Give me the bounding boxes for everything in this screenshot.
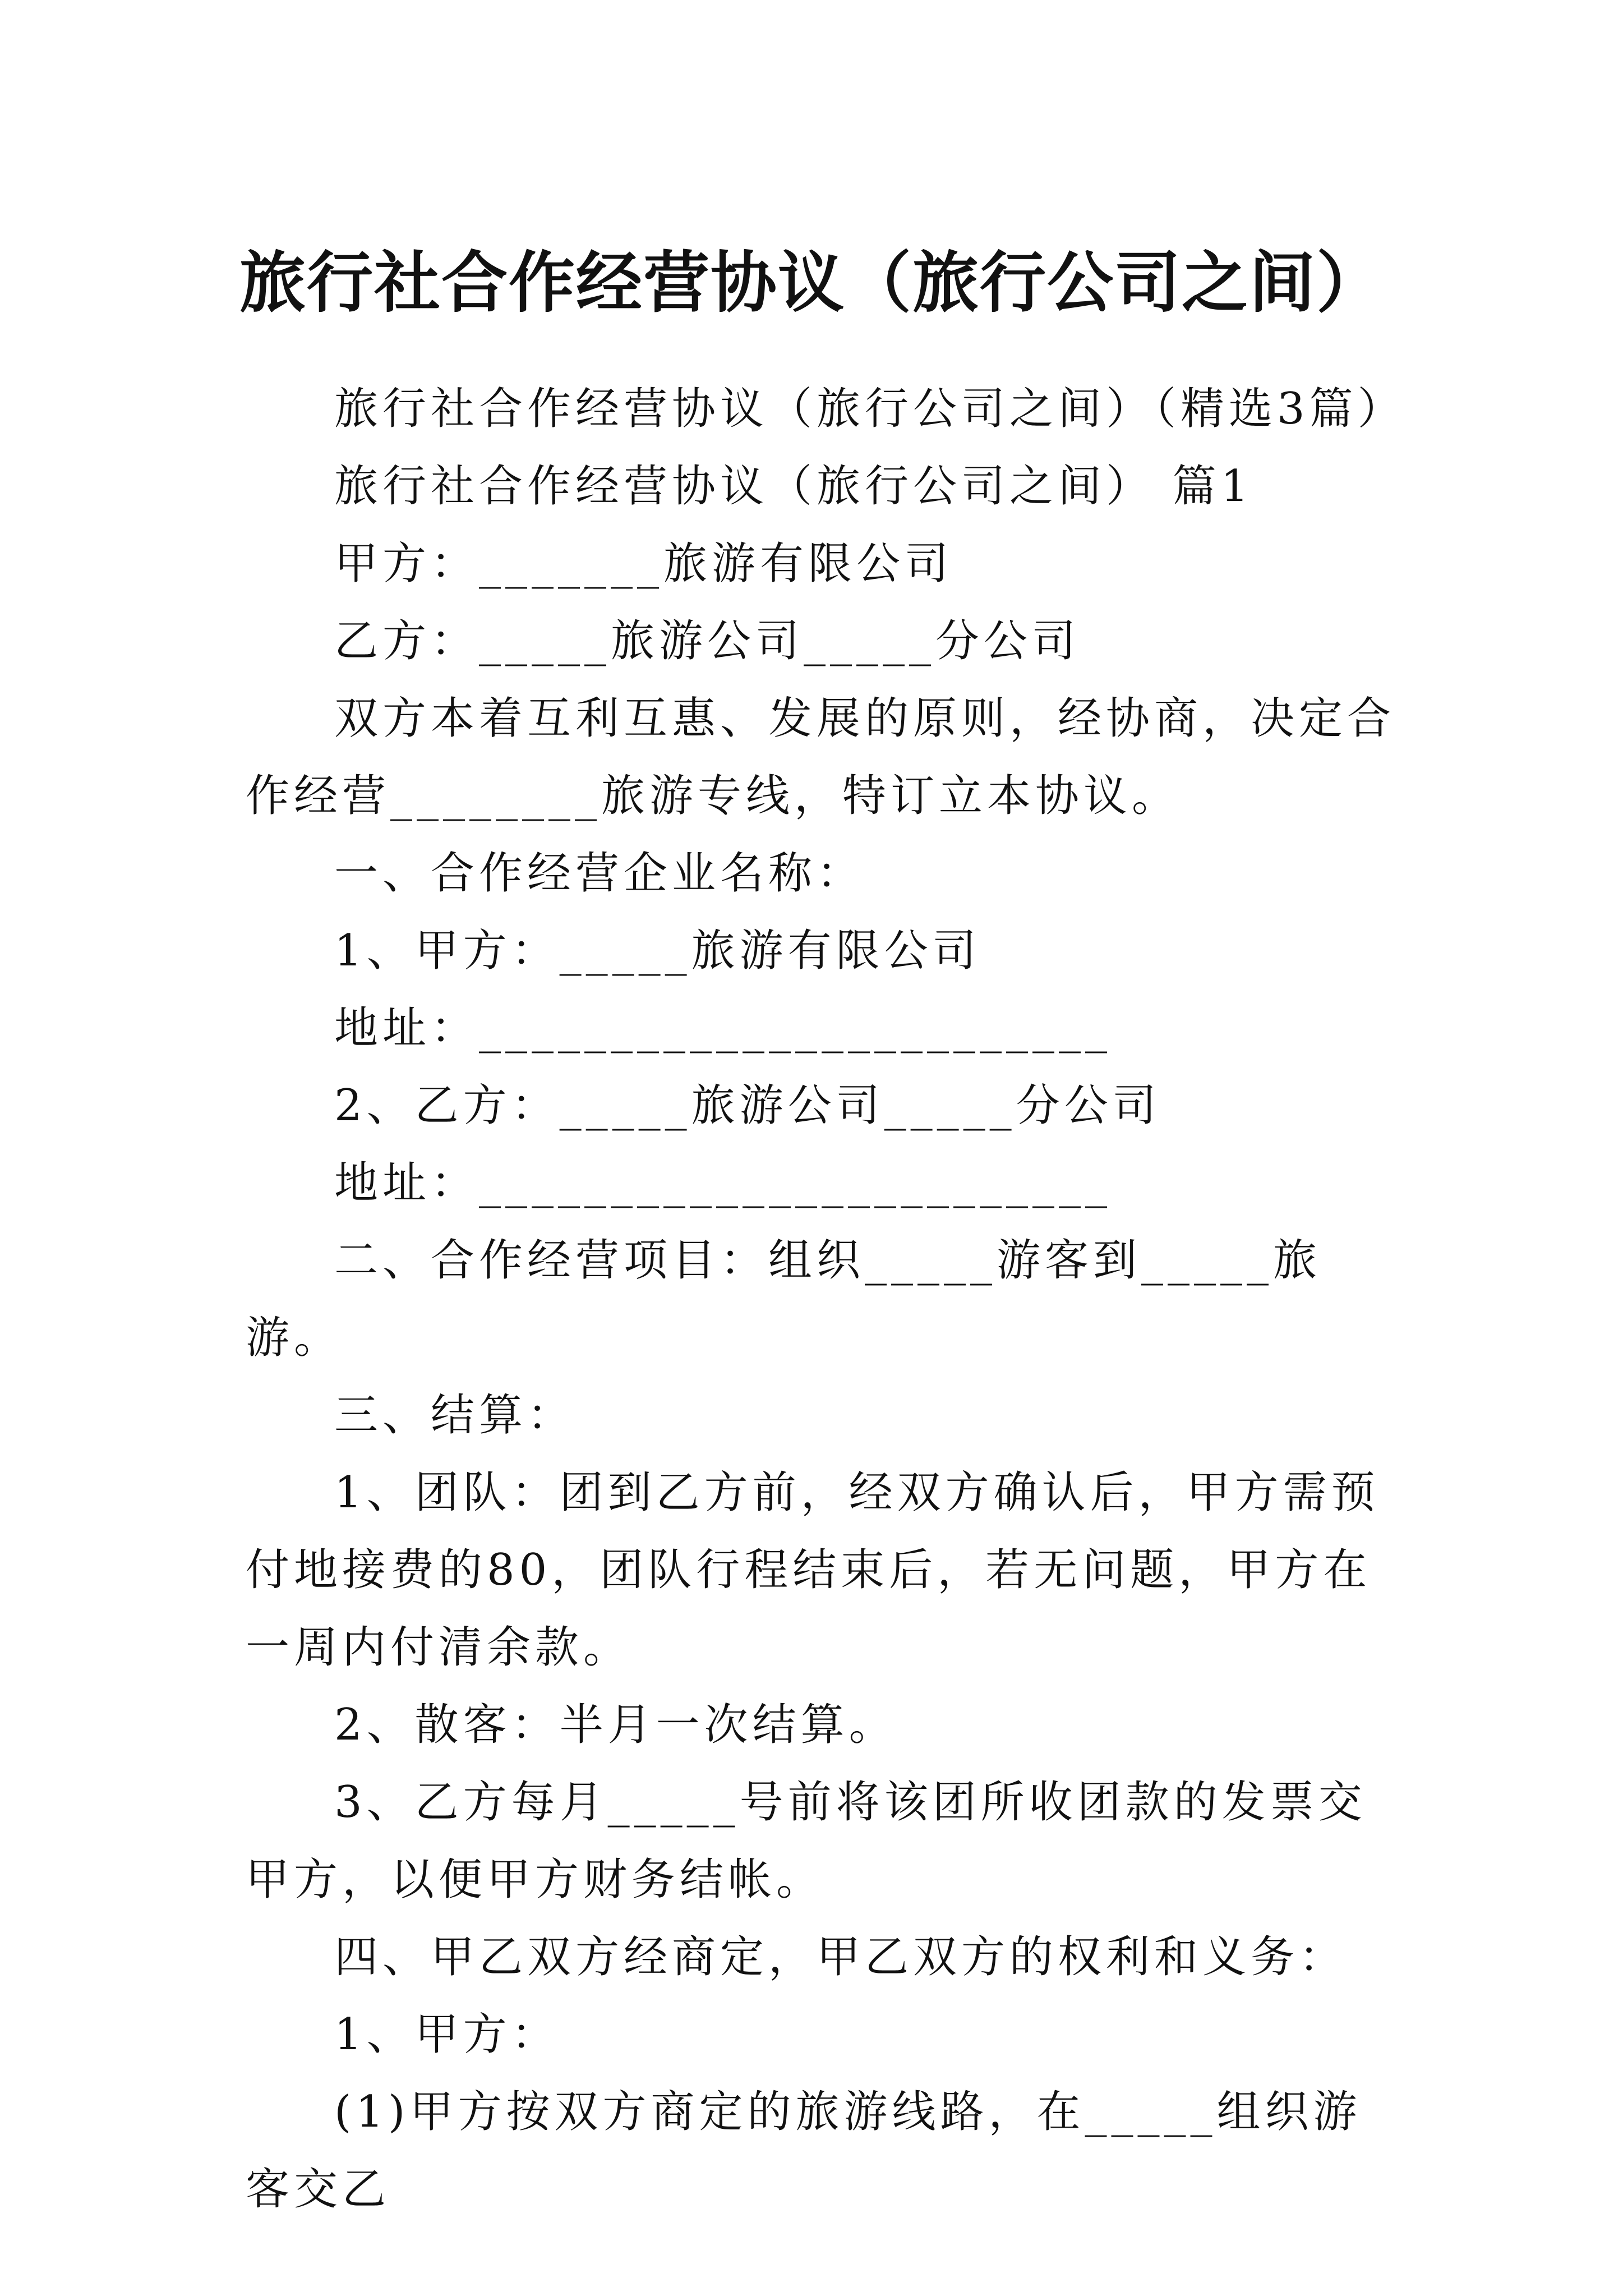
paragraph-party-a-address: 地址：________________________	[334, 1003, 1112, 1053]
section-heading-company-names: 一、合作经营企业名称：	[334, 848, 865, 899]
paragraph-article-heading: 旅行社合作经营协议（旅行公司之间） 篇1	[334, 461, 1253, 512]
paragraph-party-b: 乙方：_____旅游公司_____分公司	[334, 616, 1081, 666]
document-title: 旅行社合作经营协议（旅行公司之间）	[239, 243, 1384, 322]
paragraph-individual-settlement: 2、散客：半月一次结算。	[334, 1700, 897, 1750]
paragraph-purpose: 双方本着互利互惠、发展的原则，经协商，决定合作经营________旅游专线，特订立本协议。	[246, 693, 1396, 821]
paragraph-selection-note: 旅行社合作经营协议（旅行公司之间）（精选3篇）	[334, 384, 1406, 434]
paragraph-group-settlement: 1、团队：团到乙方前，经双方确认后，甲方需预付地接费的80，团队行程结束后，若无问题，甲方在一周内付清余款。	[246, 1467, 1380, 1673]
paragraph-party-a: 甲方：_______旅游有限公司	[334, 539, 953, 589]
paragraph-party-b-address: 地址：________________________	[334, 1158, 1112, 1208]
document-body	[246, 370, 1406, 2228]
paragraph-party-a-name: 1、甲方：_____旅游有限公司	[334, 926, 981, 976]
paragraph-party-a-obligations-heading: 1、甲方：	[334, 2009, 560, 2060]
section-heading-project: 二、合作经营项目：组织_____游客到_____旅游。	[246, 1235, 1322, 1363]
section-heading-settlement: 三、结算：	[334, 1390, 576, 1441]
paragraph-party-b-name: 2、乙方：_____旅游公司_____分公司	[334, 1080, 1161, 1131]
paragraph-invoice-settlement: 3、乙方每月_____号前将该团所收团款的发票交甲方，以便甲方财务结帐。	[246, 1777, 1367, 1905]
section-heading-rights-obligations: 四、甲乙双方经商定，甲乙双方的权利和义务：	[334, 1932, 1348, 1982]
paragraph-party-a-obligation-1: (1)甲方按双方商定的旅游线路，在_____组织游客交乙	[246, 2087, 1362, 2215]
